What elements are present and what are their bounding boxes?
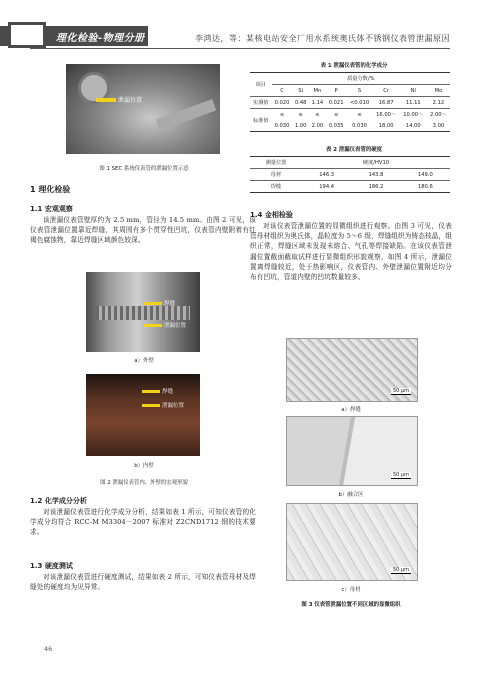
table-cell: 16.00～ bbox=[376, 112, 397, 118]
section-1-1-text: 该泄漏仪表管壁厚约为 2.5 mm，管径为 14.5 mm。由图 2 可见，该仪表管泄漏位置靠近焊缝，其周围有多个贯穿性凹坑，仪表管内壁附着有红褐色腐蚀物，靠近焊缝区域颜色较深。 bbox=[30, 216, 256, 245]
figure-2b-caption: b）内壁 bbox=[134, 463, 154, 469]
table-cell: ≤ bbox=[357, 111, 362, 118]
table-1-title: 表 1 泄漏仪表管的化学成分 bbox=[320, 63, 388, 69]
header-rule bbox=[30, 48, 450, 49]
table-cell: 1.14 bbox=[309, 97, 326, 109]
table-1-col-header: Cr bbox=[373, 85, 400, 97]
arrow-icon bbox=[144, 324, 162, 327]
table-1-stub-header: 项目 bbox=[250, 73, 272, 97]
table-cell: 194.4 bbox=[302, 181, 351, 193]
table-2 bbox=[250, 156, 450, 193]
table-cell: ≤ bbox=[333, 111, 339, 118]
table-cell: 2.00～ bbox=[430, 112, 447, 118]
figure-2a-photo bbox=[86, 272, 200, 352]
table-1 bbox=[250, 72, 450, 132]
journal-logo-mark bbox=[8, 22, 46, 48]
figure-3b-caption: b）融合区 bbox=[338, 492, 364, 498]
table-cell: 母材 bbox=[250, 169, 302, 181]
section-1-4-text: 对该仪表管泄漏位置的显微组织进行观察。由图 3 可见，仪表管母材组织为奥氏体，晶粒度为 5～6 级，焊缝组织为铸态枝晶，组织正常，焊缝区域未发现未熔合、气孔等焊接缺陷。在该仪表管泄漏位置截面截取试样进行显微组织形貌观察，如图 4 所示，泄漏位置离焊缝较近，处于热影响区，仪表管内、外壁泄漏位置附近均分布有凹坑，管道内壁的凹坑数量较多。 bbox=[250, 222, 453, 282]
table-cell: 焊缝 bbox=[250, 181, 302, 193]
section-1-2-text: 对该泄漏仪表管进行化学成分分析，结果如表 1 所示，可知仪表管的化学成分均符合 RCC-M M3304－2007 标准对 Z2CND1712 钢的技术要求。 bbox=[30, 508, 256, 537]
table-1-col-header: Mn bbox=[309, 85, 326, 97]
section-1-3-title: 1.3 硬度测试 bbox=[30, 562, 73, 570]
section-1-2-title: 1.2 化学成分分析 bbox=[30, 497, 87, 505]
journal-logo-text: 理化检验-物理分册 bbox=[56, 33, 145, 44]
figure-2a-caption: a）外壁 bbox=[134, 358, 154, 364]
section-1-1-title: 1.1 宏观观察 bbox=[30, 205, 73, 213]
table-2-col-header: 硬度/HV10 bbox=[302, 157, 450, 169]
table-row bbox=[250, 109, 450, 121]
figure-3c-caption: c）母材 bbox=[341, 587, 361, 593]
scale-bar: 50 μm bbox=[392, 567, 409, 573]
table-cell: 11.11 bbox=[400, 97, 427, 109]
weld-label: 焊缝 bbox=[164, 301, 176, 307]
figure-3a-micrograph bbox=[286, 338, 418, 402]
leak-location-label: 泄漏位置 bbox=[162, 403, 185, 409]
scale-bar: 50 μm bbox=[392, 472, 409, 478]
table-cell: 146.3 bbox=[302, 169, 351, 181]
table-cell: 16.87 bbox=[373, 97, 400, 109]
running-head: 李鸿达，等：某核电站安全厂用水系统奥氏体不锈钢仪表管泄漏原因 bbox=[195, 34, 450, 43]
table-cell: 2.12 bbox=[427, 97, 450, 109]
table-cell: 149.0 bbox=[401, 169, 450, 181]
table-cell: <0.010 bbox=[347, 97, 373, 109]
table-cell: 14.00 bbox=[400, 120, 427, 132]
table-cell: 0.035 bbox=[326, 120, 347, 132]
table-cell: ≤ bbox=[279, 111, 285, 118]
table-row bbox=[250, 120, 450, 132]
table-cell: 10.00～ bbox=[403, 112, 424, 118]
figure-3c-micrograph bbox=[286, 503, 418, 581]
table-cell: 143.8 bbox=[351, 169, 400, 181]
table-1-col-header: P bbox=[326, 85, 347, 97]
table-cell: 0.030 bbox=[272, 120, 293, 132]
table-row bbox=[250, 97, 450, 109]
table-cell: 0.020 bbox=[272, 97, 293, 109]
arrow-icon bbox=[144, 302, 162, 305]
figure-2-caption: 图 2 泄漏仪表管内、外壁的宏观形貌 bbox=[100, 480, 188, 486]
table-cell: 0.030 bbox=[347, 120, 373, 132]
table-1-col-header: Si bbox=[292, 85, 309, 97]
figure-1-photo bbox=[66, 64, 220, 154]
table-cell: 0.021 bbox=[326, 97, 347, 109]
section-1-4-title: 1.4 金相检验 bbox=[250, 211, 293, 219]
figure-3a-caption: a）焊缝 bbox=[341, 407, 361, 413]
arrow-icon bbox=[142, 390, 160, 393]
table-1-col-header: S bbox=[347, 85, 373, 97]
figure-1-caption: 图 1 SEC 系统仪表管的泄漏位置示意 bbox=[99, 166, 189, 172]
scale-bar: 50 μm bbox=[392, 388, 409, 394]
page-number: 46 bbox=[44, 645, 53, 653]
table-1-group-header: 质量分数/% bbox=[272, 73, 450, 85]
table-cell: 3.00 bbox=[427, 120, 450, 132]
table-cell: 186.2 bbox=[351, 181, 400, 193]
table-cell: 180.6 bbox=[401, 181, 450, 193]
table-2-title: 表 2 泄漏仪表管的硬度 bbox=[325, 147, 383, 153]
table-row bbox=[250, 181, 450, 193]
arrow-icon bbox=[96, 98, 116, 102]
table-1-col-header: Mo bbox=[427, 85, 450, 97]
table-1-col-header: Ni bbox=[400, 85, 427, 97]
table-cell: 标准值 bbox=[250, 109, 272, 132]
section-1-title: 1 理化检验 bbox=[30, 185, 71, 194]
leak-location-label: 泄漏位置 bbox=[118, 97, 143, 104]
leak-location-label: 泄漏位置 bbox=[164, 323, 187, 329]
section-1-3-text: 对该泄漏仪表管进行硬度测试，结果如表 2 所示，可知仪表管母材及焊缝处的硬度均为见异常。 bbox=[30, 573, 256, 592]
table-cell: ≤ bbox=[315, 111, 320, 118]
table-cell: 实测值 bbox=[250, 97, 272, 109]
table-2-col-header: 测量位置 bbox=[250, 157, 302, 169]
figure-3-caption: 图 3 仪表管泄漏位置不同区域的显微组织 bbox=[301, 602, 401, 608]
arrow-icon bbox=[142, 404, 160, 407]
table-cell: ≤ bbox=[298, 111, 303, 118]
table-cell: 18.00 bbox=[373, 120, 400, 132]
figure-2b-photo bbox=[86, 374, 200, 456]
table-row bbox=[250, 169, 450, 181]
table-cell: 2.00 bbox=[309, 120, 326, 132]
table-1-col-header: C bbox=[272, 85, 293, 97]
table-cell: 0.48 bbox=[292, 97, 309, 109]
figure-3b-micrograph bbox=[286, 416, 418, 486]
weld-label: 焊缝 bbox=[162, 389, 174, 395]
table-cell: 1.00 bbox=[292, 120, 309, 132]
